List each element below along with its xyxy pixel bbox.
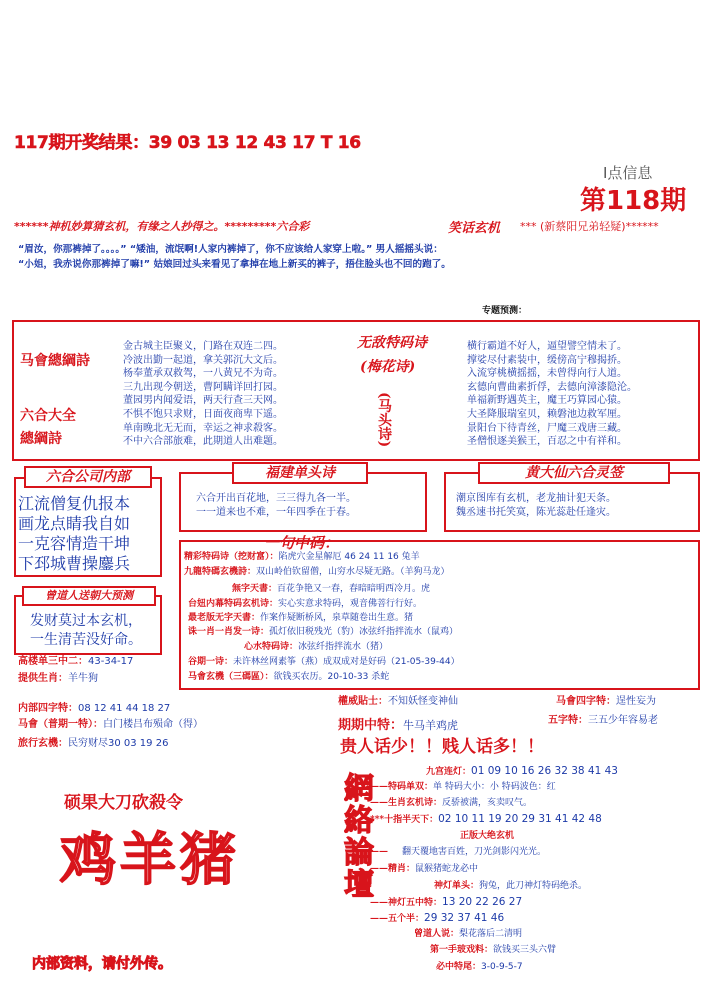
tieshi-row (338, 696, 458, 708)
forum-title: 網絡論壇 (338, 772, 373, 900)
poem-left-line: 金古城主臣聚义，门路在双连二四。 (123, 341, 283, 352)
g3-value: 43-34-17 (88, 656, 134, 667)
forum-row (436, 962, 523, 974)
company-title: 六合公司内部 (24, 466, 152, 488)
tieshi-label: 權威貼士： (338, 696, 388, 707)
yjz-label: 最老版无字天書： (188, 613, 261, 623)
center-vertical: (马头诗) (376, 392, 392, 448)
forum-row (370, 847, 546, 859)
mid-slogan: 贵人话少！！贱人话多！！ (340, 737, 544, 757)
forum-row (414, 929, 522, 941)
caishen-title: 曾道人送朝大预测 (22, 586, 156, 606)
yjz-value: 欲钱买农历。20-10-33 杀蛇 (273, 672, 390, 682)
forum-row (370, 897, 522, 910)
forum-label: ——精肖： (370, 864, 416, 874)
poem-right-line: 景阳台下待青丝，尸魔三戏唐三藏。 (467, 422, 627, 434)
yijuzhong-title: 一句中码： (264, 534, 340, 552)
company-lines (18, 494, 130, 574)
yjz-label: 無字天書： (232, 584, 278, 594)
huangdaxian-lines (456, 492, 616, 520)
fujian-line: 一一道来也不难，一年四季在于春。 (196, 507, 356, 518)
inner-number-label: 内部四字特： (18, 703, 78, 714)
qiqi-value: 牛马羊鸡虎 (403, 719, 459, 732)
poem-left-line: 董园男内闻爱语，两天行查三天网。 (123, 395, 283, 407)
yjz-label: 台妞内幕特码玄机诗： (188, 599, 279, 609)
poem-right-line: 单福新野遇英主，魔王巧算园心猿。 (467, 395, 627, 407)
special-predict: 专题预测： (482, 306, 528, 316)
huangdaxian-line: 潮京图库有玄机，老龙抽计犯天条。 (456, 493, 616, 504)
mahui-four-value: 逞性妄为 (616, 696, 656, 707)
provider-row (18, 673, 98, 685)
forum-value: 鼠猴猪蛇龙必中 (415, 864, 479, 874)
yjz-label: 马會玄機（三碼區）： (188, 672, 274, 682)
company-line: 一克容情造干坤 (18, 534, 131, 553)
forum-value: 狗兔，此刀神灯特码绝杀。 (479, 881, 588, 891)
caishen-lines (30, 612, 142, 650)
poem-right-line: 撑娑尽付素装中，缓傍高宁穆揭挢。 (467, 354, 627, 366)
poem-right-line: 玄德向曹曲素折俘，去德向漳漆隐沦。 (467, 381, 637, 393)
mahui-four-row (556, 696, 656, 708)
forum-label: 九宫连灯： (426, 767, 472, 777)
company-line: 画龙点睛我自如 (18, 514, 131, 533)
xingcai-row (18, 738, 168, 750)
forum-value: 02 10 11 19 20 29 31 41 42 48 (438, 813, 602, 825)
g3-row (18, 656, 133, 668)
caishen-line: 一生清苦没好命。 (30, 632, 142, 648)
huangdaxian-title: 黄大仙六合灵签 (478, 462, 670, 484)
yjz-value: 未许林丝网素筝（燕）成双成对是好码（21-05-39-44） (233, 657, 460, 667)
forum-row (370, 864, 478, 876)
yjz-label: 九龍特碼玄機詩： (184, 567, 257, 577)
mahui-four-label: 马會四字特： (556, 696, 616, 707)
fujian-lines (196, 492, 356, 520)
yjz-row (184, 567, 450, 579)
center-title: 无敌特码诗 (357, 335, 427, 351)
company-line: 下邳城曹操鏖兵 (18, 554, 131, 573)
yjz-value: 实心实意求特码，观音佛菩行行好。 (278, 599, 423, 609)
forum-label: ——五个半： (370, 914, 425, 924)
forum-value: 反骄被满，亥卖叹气。 (442, 798, 533, 808)
forum-label: 神灯单头： (434, 881, 480, 891)
yjz-row (244, 642, 388, 654)
inner-number-value: 08 12 41 44 18 27 (78, 703, 171, 714)
joke-line-1: “眉汝，你那裤掉了。。。。” “矮油，流氓啊!人家内裤掉了，你不应该给人家穿上啦。” 男人摇摇头说： (18, 244, 443, 255)
yjz-value: 陷虎穴金星解厄 46 24 11 16 兔羊 (278, 552, 420, 562)
yjz-value: 双山岭伯钦留僧，山穷水尽疑无路。（羊狗马龙） (256, 567, 450, 577)
forum-row (370, 782, 556, 794)
xingcai-label: 旅行玄機： (18, 738, 68, 749)
fujian-title: 福建单头诗 (232, 462, 368, 484)
provider-value: 羊牛狗 (68, 673, 98, 684)
forum-value: 欲钱买三头六臂 (493, 945, 557, 955)
kill-title: 硕果大刀砍殺令 (64, 793, 183, 813)
forum-row (370, 798, 532, 810)
forum-label: ——生肖玄机诗： (370, 798, 443, 808)
yjz-value: 百花争艳又一春，春暗暗明西冷月。虎 (277, 584, 431, 594)
yjz-row (188, 599, 422, 611)
forum-row (370, 913, 504, 926)
forum-row (460, 831, 514, 843)
mahui-one-row (18, 719, 203, 731)
yjz-label: 谷期一诗： (188, 657, 234, 667)
tieshi-value: 不知妖怪变神仙 (388, 696, 458, 707)
slogan-left: ******神机妙算猜玄机，有缘之人抄得之。*********六合彩 (14, 220, 310, 233)
yjz-label: 心水特码诗： (244, 642, 299, 652)
forum-label: ***十指半天下： (370, 815, 439, 825)
g3-label: 高楼单三中二： (18, 656, 88, 667)
label-mahui-gangshi: 马會總綱詩 (20, 353, 90, 369)
joke-line-2: “小姐，我赤说你那裤掉了嘛!” 姑娘回过头来看见了拿掉在地上新买的裤子，捂住脸头也不回的跑了。 (18, 259, 451, 270)
yjz-value: 冰弦纤指拌流水（猪） (298, 642, 389, 652)
forum-row (430, 945, 556, 957)
forum-label: 必中特尾： (436, 962, 482, 972)
caishen-line: 发财莫过本玄机， (30, 613, 142, 629)
forum-value: 单 特码大小：小 特码波色：红 (433, 782, 556, 792)
poem-left-line: 冷波出勤一起道，拿关郭沉大文后。 (123, 354, 283, 366)
forum-value: 29 32 37 41 46 (424, 912, 505, 924)
forum-value: 01 09 10 16 26 32 38 41 43 (471, 765, 618, 777)
poem-right (467, 340, 637, 449)
inner-notice: 内部资料，请付外传。 (32, 956, 172, 972)
wuzi-value: 三五少年容易老 (588, 715, 658, 726)
company-line: 江流僧复仇报本 (18, 494, 131, 513)
provider-label: 提供生肖： (18, 673, 68, 684)
label-liuhe-daquan: 六合大全 (20, 408, 76, 424)
yjz-value: 孤灯依旧税残光（豹）冰弦纤指拌流水（鼠鸡） (269, 627, 459, 637)
qiqi-label: 期期中特： (338, 718, 404, 733)
forum-label: 正版大绝玄机 (460, 831, 515, 841)
poem-right-line: 入流穿桃横摇摇，未曾得向行人道。 (467, 368, 627, 380)
forum-label: 曾道人说： (414, 929, 460, 939)
label-zonggangshi: 總綱詩 (20, 431, 62, 447)
forum-label: ——神灯五中特： (370, 898, 443, 908)
issue-number: 第118期 (580, 186, 687, 216)
forum-row (434, 881, 587, 893)
poem-left-line: 杨奉董承双救驾，一八黄兄不为奇。 (123, 368, 283, 380)
poem-left-line: 不中六合部旅难，此期道人出难题。 (123, 436, 283, 448)
center-subtitle: (梅花诗) (360, 359, 416, 375)
forum-value: 梨花落后二清明 (459, 929, 523, 939)
yjz-row (188, 672, 389, 684)
yjz-row (232, 584, 430, 596)
poem-left (123, 340, 283, 449)
kill-animals: 鸡羊猪 (60, 827, 240, 893)
mahui-one-value: 白门楼吕布殒命（得） (103, 719, 203, 730)
yjz-value: 作案作疑断桥风，泉草随卷出生意。猪 (260, 613, 414, 623)
slogan-right-title: 笑话玄机 (448, 221, 501, 236)
forum-row (370, 814, 602, 827)
forum-row (426, 766, 618, 779)
fujian-line: 六合开出百花地，三三得九各一半。 (196, 493, 356, 504)
poem-right-line: 横行霸道不好人，逼望譬空情未了。 (467, 341, 627, 352)
poem-left-line: 不惧不饱只求财，日面夜商卑下遥。 (123, 408, 283, 420)
forum-label: —— (370, 847, 388, 857)
poem-right-line: 大圣降服瑞室贝，赖磐池边救军厘。 (467, 408, 627, 420)
forum-label: 第一手玻戏料： (430, 945, 494, 955)
inner-number-row (18, 703, 170, 715)
yjz-row (184, 552, 420, 564)
xingcai-value: 民穷财尽30 03 19 26 (68, 738, 169, 749)
result-header: 117期开奖结果：39 03 13 12 43 17 T 16 (14, 133, 361, 153)
yjz-label: 精彩特码诗（挖财富）： (184, 552, 279, 562)
forum-value: 13 20 22 26 27 (442, 896, 523, 908)
forum-value: 翻天覆地害百姓，刀光剑影闪光光。 (402, 847, 547, 857)
yjz-row (188, 613, 413, 625)
info-tag: I点信息 (603, 164, 653, 182)
wuzi-label: 五字特： (548, 715, 588, 726)
yjz-row (188, 627, 458, 639)
wuzi-row (548, 715, 658, 727)
qiqi-row (338, 714, 458, 733)
yjz-row (188, 657, 460, 669)
poem-left-line: 三九出现今朝送，曹阿瞒详回打园。 (123, 381, 283, 393)
poem-left-line: 单南晚北无无而，幸运之神求殺客。 (123, 422, 283, 434)
mahui-one-label: 马會（普期一特）： (18, 719, 103, 730)
slogan-right-note: *** (新蔡阳兄弟轻疑)****** (520, 220, 659, 233)
poem-right-line: 圣僧恨逐美猴王，百忍之中有祥和。 (467, 436, 627, 448)
forum-label: ——特码单双： (370, 782, 434, 792)
huangdaxian-line: 魏丞速书托笑寞，陈光蕊赴任逢灾。 (456, 507, 616, 518)
yjz-label: 诛一肖一肖发一诗： (188, 627, 270, 637)
forum-value: 3-0-9-5-7 (481, 962, 523, 972)
